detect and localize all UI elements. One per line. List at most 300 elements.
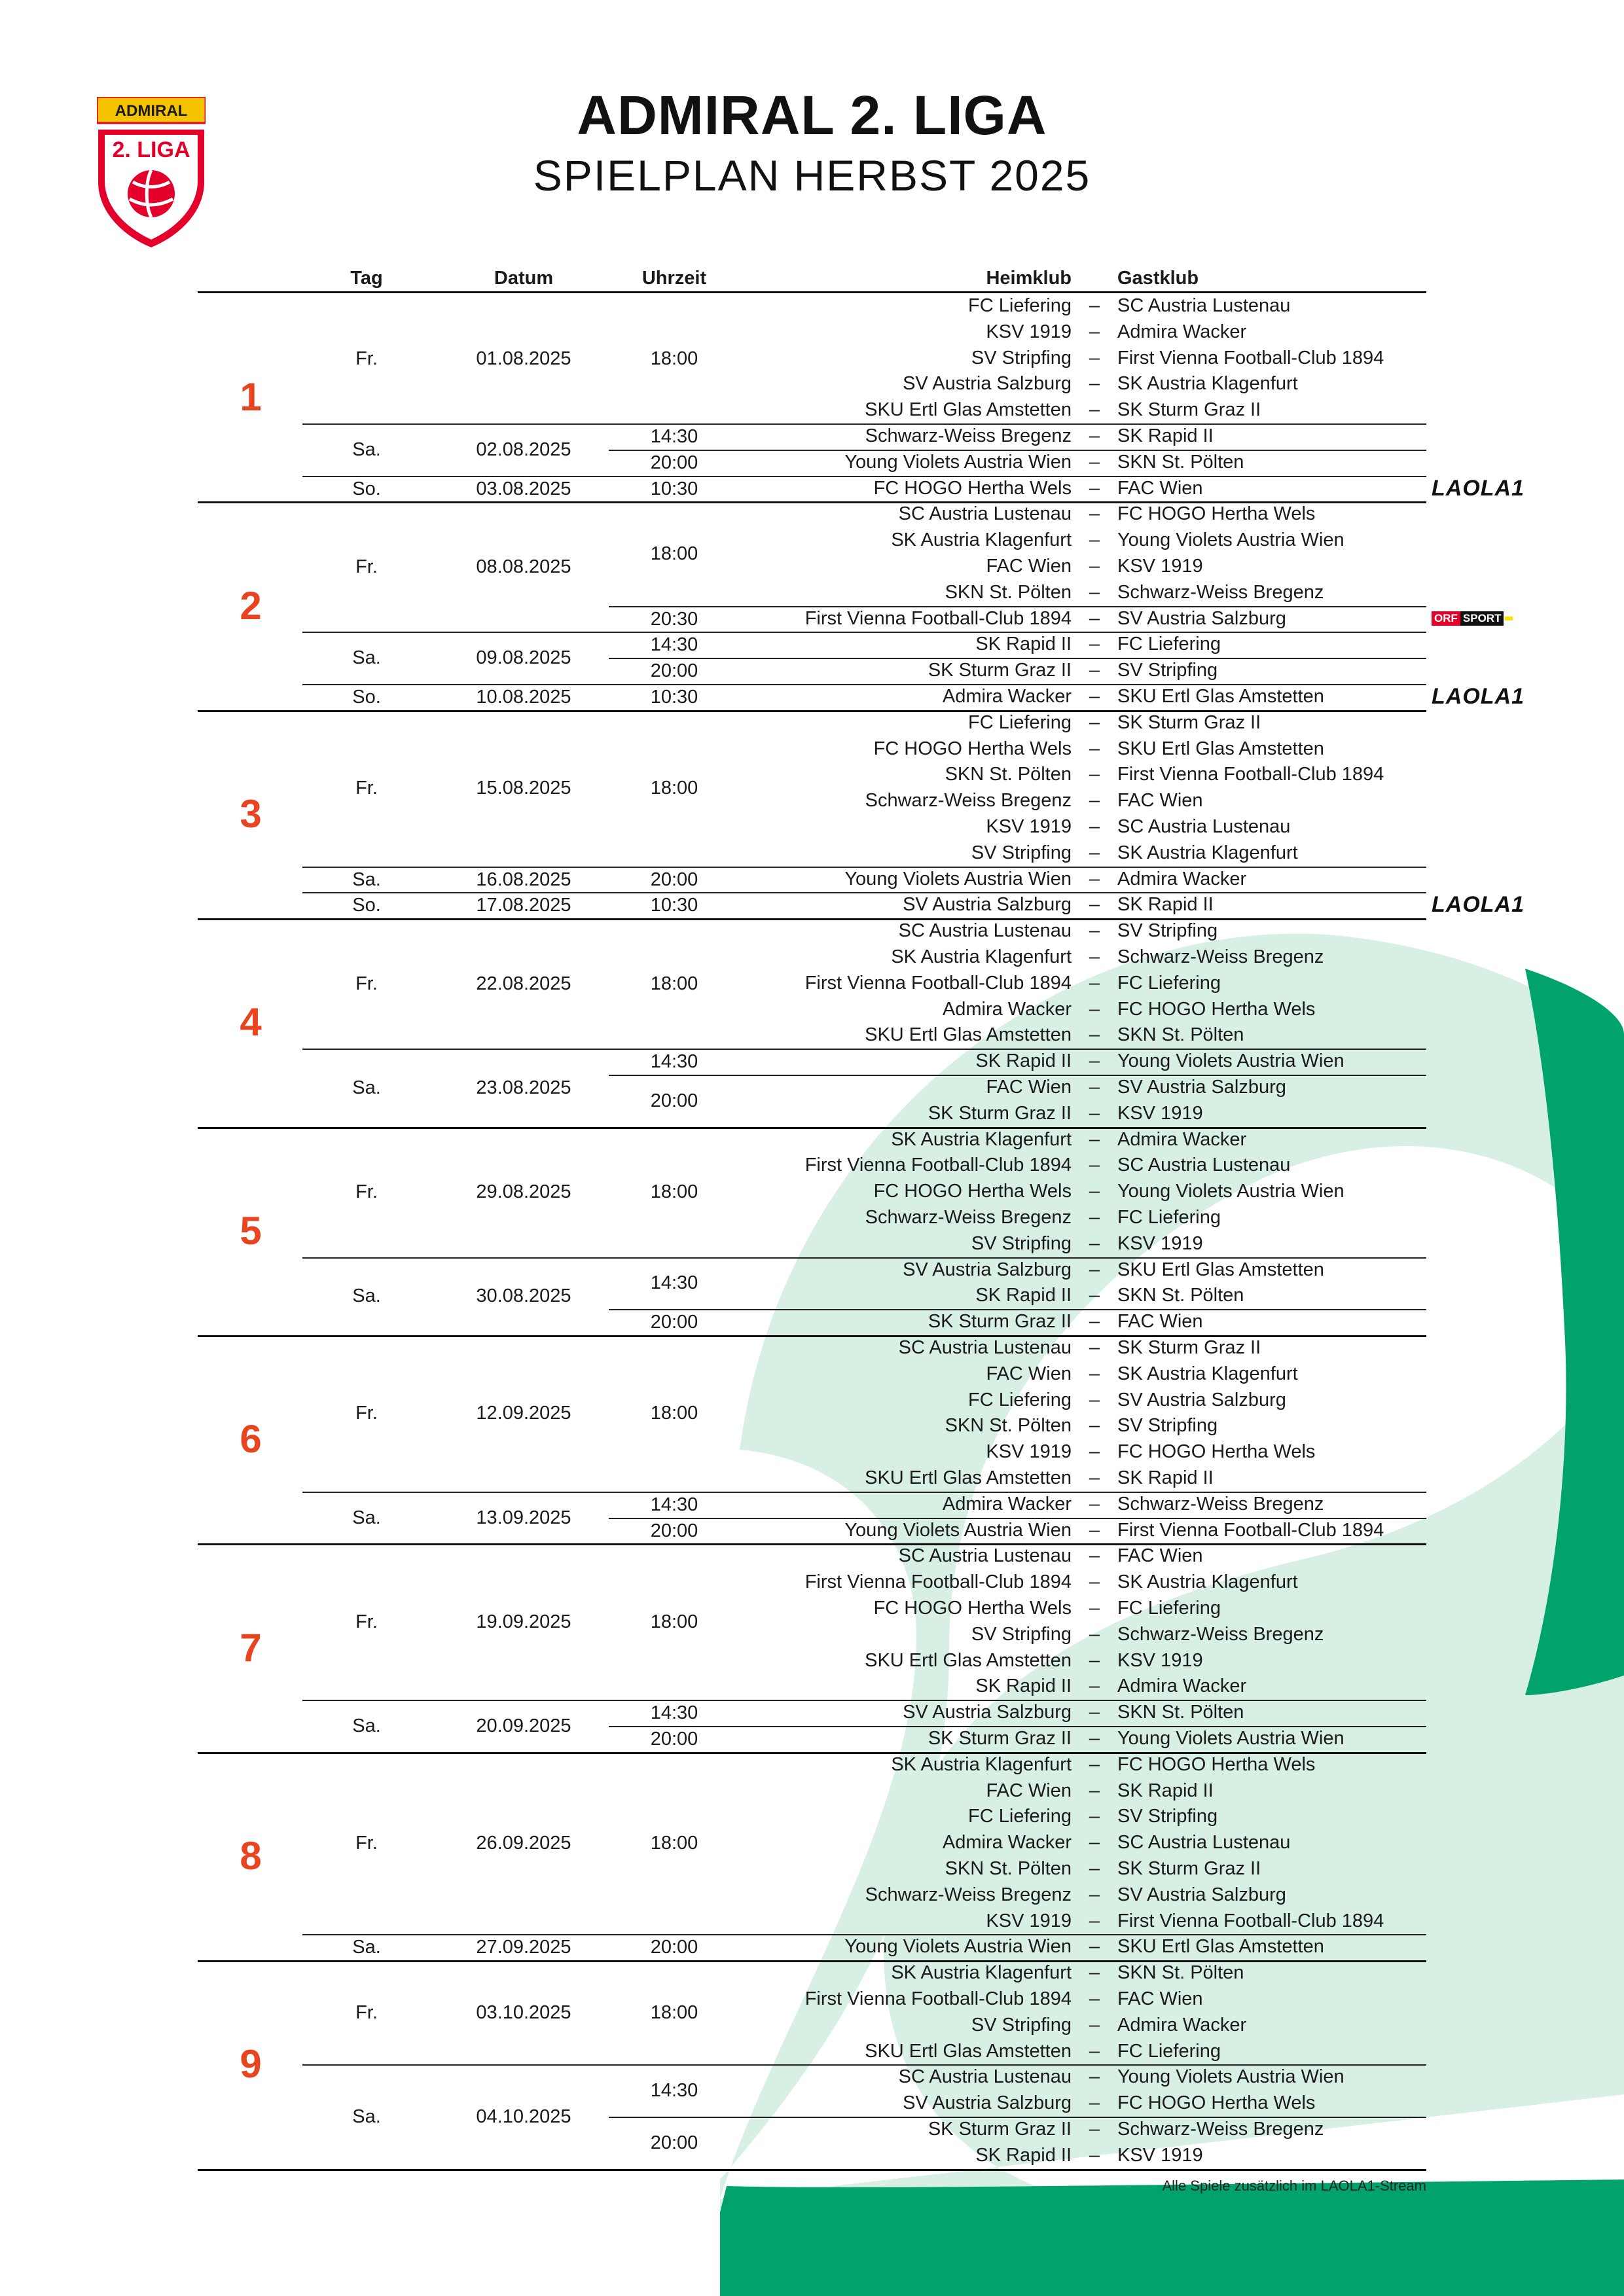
away-team: FC HOGO Hertha Wels	[1117, 503, 1316, 525]
kickoff-time: 14:30	[650, 2080, 698, 2102]
away-team: SV Stripfing	[1117, 1415, 1218, 1437]
match-separator: –	[1089, 1128, 1100, 1150]
home-team: SK Austria Klagenfurt	[891, 946, 1072, 967]
kickoff-time: 20:00	[650, 1728, 698, 1749]
kickoff-time: 18:00	[650, 778, 698, 799]
matchday-number: 9	[240, 2042, 262, 2087]
kickoff-time: 10:30	[650, 895, 698, 916]
away-team: SK Rapid II	[1117, 894, 1214, 916]
match-separator: –	[1089, 1102, 1100, 1124]
kickoff-time: 18:00	[650, 973, 698, 994]
match-separator: –	[1089, 451, 1100, 473]
home-team: SKN St. Pölten	[945, 581, 1072, 603]
home-team: FC HOGO Hertha Wels	[873, 477, 1072, 499]
home-team: SK Sturm Graz II	[928, 1102, 1072, 1124]
away-team: First Vienna Football-Club 1894	[1117, 1910, 1384, 1931]
home-team: SV Austria Salzburg	[903, 373, 1072, 395]
home-team: SKU Ertl Glas Amstetten	[865, 2040, 1072, 2062]
home-team: SKU Ertl Glas Amstetten	[865, 1467, 1072, 1488]
home-team: KSV 1919	[986, 1910, 1072, 1931]
away-team: SKN St. Pölten	[1117, 1962, 1244, 1984]
match-date: 15.08.2025	[476, 778, 571, 799]
match-separator: –	[1089, 686, 1100, 707]
match-day: Fr.	[355, 1611, 378, 1632]
away-team: SC Austria Lustenau	[1117, 816, 1291, 837]
away-team: SV Stripfing	[1117, 660, 1218, 681]
away-team: KSV 1919	[1117, 1232, 1203, 1254]
match-separator: –	[1089, 660, 1100, 681]
home-team: SC Austria Lustenau	[898, 2066, 1072, 2088]
away-team: FAC Wien	[1117, 1311, 1203, 1333]
home-team: Young Violets Austria Wien	[844, 451, 1072, 473]
match-separator: –	[1089, 2040, 1100, 2062]
home-team: KSV 1919	[986, 1441, 1072, 1463]
away-team: SV Stripfing	[1117, 920, 1218, 942]
kickoff-time: 18:00	[650, 348, 698, 369]
match-separator: –	[1089, 1519, 1100, 1541]
match-day: Sa.	[352, 1715, 381, 1736]
match-separator: –	[1089, 1884, 1100, 1905]
match-separator: –	[1089, 1024, 1100, 1046]
away-team: Admira Wacker	[1117, 868, 1247, 889]
match-separator: –	[1089, 1910, 1100, 1931]
home-team: First Vienna Football-Club 1894	[804, 1155, 1072, 1176]
away-team: FC HOGO Hertha Wels	[1117, 1753, 1316, 1775]
away-team: SK Rapid II	[1117, 1467, 1214, 1488]
home-team: First Vienna Football-Club 1894	[804, 1571, 1072, 1593]
away-team: SV Austria Salzburg	[1117, 1884, 1286, 1905]
match-separator: –	[1089, 581, 1100, 603]
away-team: Young Violets Austria Wien	[1117, 529, 1344, 551]
home-team: SK Sturm Graz II	[928, 660, 1072, 681]
home-team: SK Rapid II	[975, 1285, 1072, 1306]
home-team: KSV 1919	[986, 321, 1072, 342]
home-team: FC Liefering	[968, 1806, 1072, 1827]
home-team: SK Sturm Graz II	[928, 1311, 1072, 1333]
home-team: Schwarz-Weiss Bregenz	[865, 1207, 1072, 1228]
away-team: Schwarz-Weiss Bregenz	[1117, 581, 1324, 603]
away-team: First Vienna Football-Club 1894	[1117, 764, 1384, 785]
match-separator: –	[1089, 399, 1100, 421]
match-separator: –	[1089, 1337, 1100, 1358]
match-separator: –	[1089, 1623, 1100, 1645]
match-separator: –	[1089, 1232, 1100, 1254]
match-day: Fr.	[355, 778, 378, 799]
home-team: FAC Wien	[986, 1363, 1072, 1384]
kickoff-time: 20:00	[650, 1937, 698, 1958]
match-day: Sa.	[352, 1285, 381, 1307]
header-datum: Datum	[494, 268, 554, 289]
away-team: KSV 1919	[1117, 556, 1203, 577]
kickoff-time: 20:00	[650, 1520, 698, 1541]
match-separator: –	[1089, 1259, 1100, 1280]
match-separator: –	[1089, 1545, 1100, 1567]
laola1-broadcaster-logo: LAOLA1	[1432, 475, 1525, 501]
orf-plus-mark	[1505, 617, 1513, 620]
kickoff-time: 18:00	[650, 1833, 698, 1854]
away-team: FAC Wien	[1117, 790, 1203, 812]
home-team: SV Stripfing	[971, 1232, 1072, 1254]
home-team: FC Liefering	[968, 1389, 1072, 1410]
home-team: Admira Wacker	[942, 1832, 1072, 1854]
home-team: SC Austria Lustenau	[898, 1337, 1072, 1358]
laola1-broadcaster-logo: LAOLA1	[1432, 892, 1525, 918]
match-day: Fr.	[355, 1833, 378, 1854]
match-separator: –	[1089, 1702, 1100, 1723]
orf-sport-logo-part: SPORT	[1460, 611, 1504, 626]
match-separator: –	[1089, 1780, 1100, 1801]
kickoff-time: 14:30	[650, 425, 698, 447]
match-date: 02.08.2025	[476, 439, 571, 460]
logo-league-text: 2. LIGA	[112, 137, 190, 162]
match-date: 03.10.2025	[476, 2001, 571, 2023]
home-team: FC HOGO Hertha Wels	[873, 738, 1072, 759]
match-separator: –	[1089, 321, 1100, 342]
home-team: KSV 1919	[986, 816, 1072, 837]
match-separator: –	[1089, 347, 1100, 368]
matchday-number: 5	[240, 1208, 262, 1253]
match-separator: –	[1089, 1311, 1100, 1333]
home-team: SK Rapid II	[975, 2144, 1072, 2166]
match-separator: –	[1089, 607, 1100, 629]
kickoff-time: 20:00	[650, 1312, 698, 1333]
match-separator: –	[1089, 1832, 1100, 1854]
header-uhrzeit: Uhrzeit	[641, 268, 707, 289]
away-team: Young Violets Austria Wien	[1117, 1050, 1344, 1072]
away-team: SKN St. Pölten	[1117, 1024, 1244, 1046]
away-team: FC HOGO Hertha Wels	[1117, 1441, 1316, 1463]
away-team: Admira Wacker	[1117, 1128, 1247, 1150]
match-day: Fr.	[355, 556, 378, 577]
away-team: SV Austria Salzburg	[1117, 607, 1286, 629]
round-divider	[198, 2169, 1426, 2171]
match-separator: –	[1089, 373, 1100, 395]
match-separator: –	[1089, 842, 1100, 863]
home-team: SK Sturm Graz II	[928, 2119, 1072, 2140]
home-team: SV Austria Salzburg	[903, 894, 1072, 916]
kickoff-time: 20:00	[650, 452, 698, 473]
match-day: Fr.	[355, 2001, 378, 2023]
match-separator: –	[1089, 425, 1100, 446]
kickoff-time: 18:00	[650, 1403, 698, 1424]
page-subtitle: SPIELPLAN HERBST 2025	[533, 151, 1091, 200]
kickoff-time: 20:00	[650, 2132, 698, 2153]
away-team: SK Austria Klagenfurt	[1117, 842, 1298, 863]
header-tag: Tag	[350, 268, 383, 289]
match-date: 29.08.2025	[476, 1181, 571, 1203]
home-team: SK Austria Klagenfurt	[891, 1753, 1072, 1775]
header-rule	[198, 291, 1426, 293]
away-team: Schwarz-Weiss Bregenz	[1117, 2119, 1324, 2140]
logo-top-text: ADMIRAL	[115, 102, 188, 120]
home-team: FC HOGO Hertha Wels	[873, 1598, 1072, 1619]
match-day: Sa.	[352, 869, 381, 890]
match-separator: –	[1089, 1415, 1100, 1437]
home-team: First Vienna Football-Club 1894	[804, 972, 1072, 994]
match-day: Sa.	[352, 1937, 381, 1958]
match-date: 30.08.2025	[476, 1285, 571, 1307]
match-separator: –	[1089, 1441, 1100, 1463]
match-date: 16.08.2025	[476, 869, 571, 890]
home-team: SV Stripfing	[971, 347, 1072, 368]
away-team: SV Stripfing	[1117, 1806, 1218, 1827]
kickoff-time: 20:30	[650, 608, 698, 630]
home-team: SKN St. Pölten	[945, 764, 1072, 785]
away-team: Schwarz-Weiss Bregenz	[1117, 946, 1324, 967]
away-team: SK Austria Klagenfurt	[1117, 373, 1298, 395]
match-separator: –	[1089, 1571, 1100, 1593]
match-separator: –	[1089, 764, 1100, 785]
header-gastklub: Gastklub	[1117, 268, 1199, 289]
match-separator: –	[1089, 1753, 1100, 1775]
kickoff-time: 18:00	[650, 2001, 698, 2023]
home-team: SK Rapid II	[975, 1676, 1072, 1697]
home-team: SV Stripfing	[971, 842, 1072, 863]
match-separator: –	[1089, 1676, 1100, 1697]
home-team: Schwarz-Weiss Bregenz	[865, 1884, 1072, 1905]
away-team: SV Austria Salzburg	[1117, 1389, 1286, 1410]
away-team: FC Liefering	[1117, 2040, 1221, 2062]
away-team: Schwarz-Weiss Bregenz	[1117, 1493, 1324, 1515]
match-separator: –	[1089, 1050, 1100, 1072]
away-team: SK Austria Klagenfurt	[1117, 1571, 1298, 1593]
home-team: FC Liefering	[968, 711, 1072, 733]
match-separator: –	[1089, 1363, 1100, 1384]
away-team: KSV 1919	[1117, 1102, 1203, 1124]
match-day: Fr.	[355, 1403, 378, 1424]
match-separator: –	[1089, 920, 1100, 942]
away-team: SKU Ertl Glas Amstetten	[1117, 738, 1324, 759]
away-team: SC Austria Lustenau	[1117, 1155, 1291, 1176]
match-date: 01.08.2025	[476, 348, 571, 369]
home-team: FAC Wien	[986, 1077, 1072, 1098]
match-date: 10.08.2025	[476, 686, 571, 708]
away-team: Schwarz-Weiss Bregenz	[1117, 1623, 1324, 1645]
match-day: So.	[352, 686, 381, 708]
matchday-number: 7	[240, 1625, 262, 1670]
home-team: FC Liefering	[968, 295, 1072, 316]
match-separator: –	[1089, 1077, 1100, 1098]
away-team: SKU Ertl Glas Amstetten	[1117, 1936, 1324, 1958]
away-team: SKN St. Pölten	[1117, 451, 1244, 473]
kickoff-time: 20:00	[650, 660, 698, 682]
match-separator: –	[1089, 1285, 1100, 1306]
match-separator: –	[1089, 2066, 1100, 2088]
home-team: Admira Wacker	[942, 686, 1072, 707]
away-team: Admira Wacker	[1117, 1676, 1247, 1697]
away-team: Young Violets Austria Wien	[1117, 2066, 1344, 2088]
match-day: Fr.	[355, 348, 378, 369]
match-separator: –	[1089, 790, 1100, 812]
kickoff-time: 20:00	[650, 1090, 698, 1111]
match-separator: –	[1089, 2119, 1100, 2140]
match-separator: –	[1089, 1181, 1100, 1202]
match-separator: –	[1089, 1728, 1100, 1749]
home-team: SKN St. Pölten	[945, 1858, 1072, 1879]
matchday-number: 2	[240, 583, 262, 628]
match-separator: –	[1089, 738, 1100, 759]
away-team: SK Sturm Graz II	[1117, 1337, 1261, 1358]
laola1-broadcaster-logo: LAOLA1	[1432, 684, 1525, 709]
home-team: Young Violets Austria Wien	[844, 1936, 1072, 1958]
away-team: SV Austria Salzburg	[1117, 1077, 1286, 1098]
matchday-number: 8	[240, 1834, 262, 1878]
away-team: Young Violets Austria Wien	[1117, 1181, 1344, 1202]
home-team: FC HOGO Hertha Wels	[873, 1181, 1072, 1202]
away-team: Admira Wacker	[1117, 321, 1247, 342]
match-date: 27.09.2025	[476, 1937, 571, 1958]
away-team: SK Austria Klagenfurt	[1117, 1363, 1298, 1384]
away-team: First Vienna Football-Club 1894	[1117, 1519, 1384, 1541]
home-team: First Vienna Football-Club 1894	[804, 607, 1072, 629]
matchday-number: 3	[240, 792, 262, 836]
home-team: SC Austria Lustenau	[898, 920, 1072, 942]
away-team: SK Rapid II	[1117, 1780, 1214, 1801]
match-separator: –	[1089, 1988, 1100, 2009]
match-day: Sa.	[352, 1077, 381, 1098]
away-team: First Vienna Football-Club 1894	[1117, 347, 1384, 368]
home-team: Admira Wacker	[942, 1493, 1072, 1515]
home-team: SKU Ertl Glas Amstetten	[865, 1024, 1072, 1046]
away-team: SC Austria Lustenau	[1117, 1832, 1291, 1854]
home-team: SV Stripfing	[971, 2014, 1072, 2036]
match-separator: –	[1089, 711, 1100, 733]
home-team: SKN St. Pölten	[945, 1415, 1072, 1437]
away-team: Admira Wacker	[1117, 2014, 1247, 2036]
match-date: 20.09.2025	[476, 1715, 571, 1736]
kickoff-time: 18:00	[650, 543, 698, 564]
match-separator: –	[1089, 946, 1100, 967]
away-team: SK Sturm Graz II	[1117, 1858, 1261, 1879]
home-team: Admira Wacker	[942, 998, 1072, 1020]
away-team: FAC Wien	[1117, 1545, 1203, 1567]
away-team: FAC Wien	[1117, 477, 1203, 499]
match-separator: –	[1089, 816, 1100, 837]
away-team: SKN St. Pölten	[1117, 1285, 1244, 1306]
home-team: SV Stripfing	[971, 1623, 1072, 1645]
matchday-number: 1	[240, 375, 262, 420]
away-team: FAC Wien	[1117, 1988, 1203, 2009]
home-team: SKU Ertl Glas Amstetten	[865, 399, 1072, 421]
match-date: 17.08.2025	[476, 895, 571, 916]
match-separator: –	[1089, 1389, 1100, 1410]
match-separator: –	[1089, 1598, 1100, 1619]
home-team: Schwarz-Weiss Bregenz	[865, 790, 1072, 812]
home-team: Schwarz-Weiss Bregenz	[865, 425, 1072, 446]
kickoff-time: 18:00	[650, 1181, 698, 1203]
match-day: Fr.	[355, 1181, 378, 1203]
match-day: Sa.	[352, 439, 381, 460]
match-separator: –	[1089, 2144, 1100, 2166]
home-team: FAC Wien	[986, 1780, 1072, 1801]
kickoff-time: 10:30	[650, 686, 698, 708]
home-team: SC Austria Lustenau	[898, 1545, 1072, 1567]
kickoff-time: 14:30	[650, 634, 698, 656]
away-team: KSV 1919	[1117, 2144, 1203, 2166]
match-date: 04.10.2025	[476, 2106, 571, 2127]
match-date: 12.09.2025	[476, 1403, 571, 1424]
orf-sport-broadcaster-logo	[1432, 611, 1523, 626]
away-team: SKU Ertl Glas Amstetten	[1117, 686, 1324, 707]
away-team: FC Liefering	[1117, 972, 1221, 994]
match-separator: –	[1089, 972, 1100, 994]
header-heimklub: Heimklub	[986, 268, 1072, 289]
kickoff-time: 18:00	[650, 1611, 698, 1632]
away-team: FC Liefering	[1117, 1207, 1221, 1228]
kickoff-time: 20:00	[650, 869, 698, 890]
match-separator: –	[1089, 634, 1100, 655]
match-separator: –	[1089, 2014, 1100, 2036]
match-day: Fr.	[355, 973, 378, 994]
footnote: Alle Spiele zusätzlich im LAOLA1-Stream	[1162, 2178, 1426, 2194]
kickoff-time: 14:30	[650, 1702, 698, 1724]
home-team: SK Sturm Graz II	[928, 1728, 1072, 1749]
home-team: SK Rapid II	[975, 634, 1072, 655]
match-date: 22.08.2025	[476, 973, 571, 994]
home-team: Young Violets Austria Wien	[844, 868, 1072, 889]
kickoff-time: 14:30	[650, 1051, 698, 1073]
kickoff-time: 10:30	[650, 478, 698, 499]
home-team: SK Austria Klagenfurt	[891, 1962, 1072, 1984]
home-team: First Vienna Football-Club 1894	[804, 1988, 1072, 2009]
match-separator: –	[1089, 295, 1100, 316]
home-team: FAC Wien	[986, 556, 1072, 577]
match-day: So.	[352, 478, 381, 499]
away-team: FC HOGO Hertha Wels	[1117, 998, 1316, 1020]
match-separator: –	[1089, 1649, 1100, 1671]
match-separator: –	[1089, 894, 1100, 916]
match-separator: –	[1089, 1493, 1100, 1515]
match-separator: –	[1089, 1806, 1100, 1827]
page-title: ADMIRAL 2. LIGA	[577, 84, 1047, 146]
kickoff-time: 14:30	[650, 1272, 698, 1294]
match-day: Sa.	[352, 647, 381, 669]
match-day: Sa.	[352, 2106, 381, 2127]
match-separator: –	[1089, 1858, 1100, 1879]
away-team: SK Sturm Graz II	[1117, 399, 1261, 421]
match-separator: –	[1089, 477, 1100, 499]
away-team: KSV 1919	[1117, 1649, 1203, 1671]
match-date: 09.08.2025	[476, 647, 571, 669]
matchday-number: 4	[240, 1000, 262, 1045]
home-team: Young Violets Austria Wien	[844, 1519, 1072, 1541]
match-separator: –	[1089, 1207, 1100, 1228]
away-team: SK Rapid II	[1117, 425, 1214, 446]
match-separator: –	[1089, 2092, 1100, 2114]
home-team: SK Rapid II	[975, 1050, 1072, 1072]
away-team: FC Liefering	[1117, 1598, 1221, 1619]
away-team: Young Violets Austria Wien	[1117, 1728, 1344, 1749]
home-team: SV Austria Salzburg	[903, 1259, 1072, 1280]
kickoff-time: 14:30	[650, 1494, 698, 1515]
away-team: FC HOGO Hertha Wels	[1117, 2092, 1316, 2114]
home-team: SK Austria Klagenfurt	[891, 529, 1072, 551]
match-separator: –	[1089, 503, 1100, 525]
match-separator: –	[1089, 1962, 1100, 1984]
match-day: So.	[352, 895, 381, 916]
home-team: SV Austria Salzburg	[903, 1702, 1072, 1723]
away-team: SC Austria Lustenau	[1117, 295, 1291, 316]
match-date: 13.09.2025	[476, 1507, 571, 1528]
home-team: SKU Ertl Glas Amstetten	[865, 1649, 1072, 1671]
match-date: 23.08.2025	[476, 1077, 571, 1098]
matchday-number: 6	[240, 1417, 262, 1462]
match-date: 08.08.2025	[476, 556, 571, 577]
match-separator: –	[1089, 556, 1100, 577]
match-separator: –	[1089, 998, 1100, 1020]
away-team: FC Liefering	[1117, 634, 1221, 655]
home-team: SK Austria Klagenfurt	[891, 1128, 1072, 1150]
